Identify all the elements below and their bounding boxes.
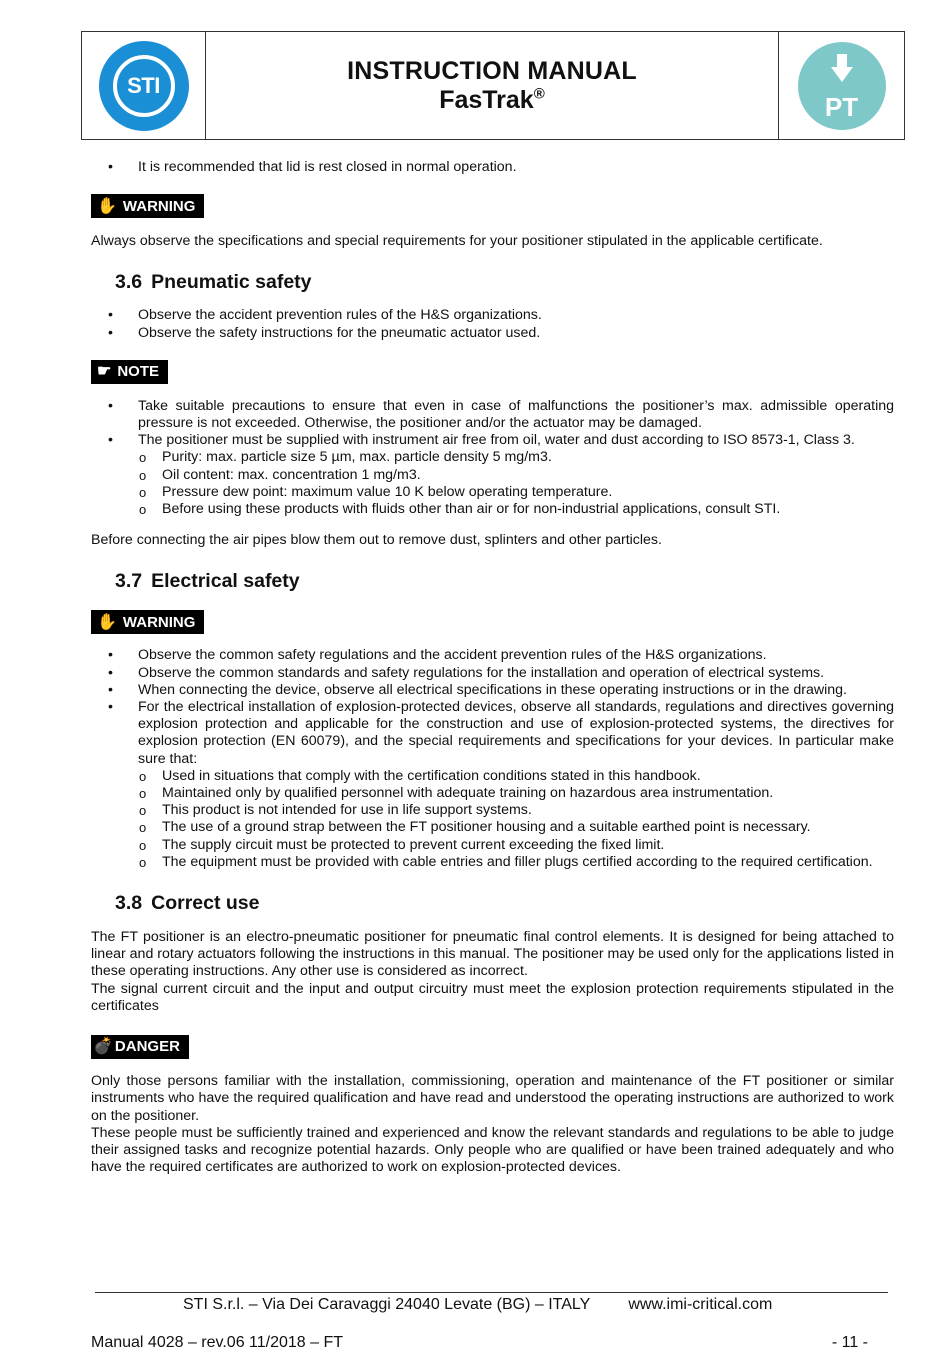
page-header — [81, 31, 905, 140]
logo-cell — [82, 32, 206, 139]
correct-use-paragraph-2: The signal current circuit and the input and output circuitry must meet the explosion protection requirements stipulated in the certificates — [91, 980, 894, 1014]
website-link[interactable]: www.imi-critical.com — [628, 1296, 773, 1313]
explosion-sublist-wrap — [138, 768, 894, 871]
list-item: • Observe the common safety regulations and the accident prevention rules of the H&S organizations. — [91, 647, 894, 664]
sub-list-item: o The supply circuit must be protected to prevent current exceeding the fixed limit. — [138, 837, 894, 854]
language-badge — [798, 42, 886, 130]
manual-reference: Manual 4028 – rev.06 11/2018 – FT — [91, 1334, 344, 1351]
bomb-icon: 💣 — [93, 1038, 113, 1056]
company-address: STI S.r.l. – Via Dei Caravaggi 24040 Levate (BG) – ITALY — [183, 1296, 591, 1313]
footer-address-line — [183, 1295, 772, 1314]
section-heading-3-8 — [91, 891, 894, 915]
section-number: 3.7 — [115, 570, 143, 593]
sub-list-item: o Used in situations that comply with the certification conditions stated in this handbook. — [138, 768, 894, 785]
product-name-text: FasTrak — [439, 85, 534, 114]
list-item: • It is recommended that lid is rest closed in normal operation. — [91, 159, 894, 176]
danger-label-text: DANGER — [114, 1038, 180, 1056]
air-quality-sublist-wrap — [138, 449, 894, 518]
danger-label — [91, 1035, 189, 1059]
list-item: • When connecting the device, observe all electrical specifications in these operating instructions or in the drawing. — [91, 682, 894, 699]
title-cell — [206, 32, 779, 139]
section-heading-3-6 — [91, 270, 894, 294]
section-title: Correct use — [151, 892, 260, 915]
note-label — [91, 360, 168, 384]
sti-logo-text: STI — [113, 55, 175, 117]
list-item: • Observe the common standards and safety regulations for the installation and operation of electrical systems. — [91, 665, 894, 682]
electrical-rules-list — [91, 647, 894, 767]
sub-list-item: o Maintained only by qualified personnel with adequate training on hazardous area instrumentation. — [138, 785, 894, 802]
document-title: INSTRUCTION MANUAL — [347, 56, 637, 85]
warning-label-text: WARNING — [122, 613, 196, 631]
page-content — [91, 159, 894, 1176]
explosion-sublist — [138, 768, 894, 871]
section-title: Electrical safety — [151, 570, 300, 593]
warning-block-2 — [91, 610, 894, 634]
sub-list-item: o Before using these products with fluids other than air or for non-industrial applications, consult STI. — [138, 501, 894, 518]
list-item: • For the electrical installation of explosion-protected devices, observe all standards, regulations and directives governing explosion protection and applicable for the construction and use of explosion-protected systems, the directives for explosion protection (EN 60079), and the special requirements and specifications for your devices. In particular make sure that: — [91, 699, 894, 768]
warning-text: Always observe the specifications and special requirements for your positioner stipulated in the applicable certificate. — [91, 233, 823, 250]
note-block — [91, 360, 894, 384]
air-quality-sublist — [138, 449, 894, 518]
warning-label — [91, 610, 204, 634]
language-cell — [779, 32, 904, 139]
note-list — [91, 398, 894, 450]
footer-meta-line — [91, 1333, 868, 1352]
list-item: • Observe the safety instructions for the pneumatic actuator used. — [91, 325, 894, 342]
pneumatic-rules-list — [91, 307, 894, 341]
section-heading-3-7 — [91, 569, 894, 593]
footer-divider — [95, 1292, 888, 1293]
sti-logo — [99, 41, 189, 131]
hand-stop-icon: ✋ — [97, 613, 117, 631]
section-number: 3.6 — [115, 271, 143, 294]
registered-mark: ® — [533, 85, 545, 103]
intro-list — [91, 159, 894, 176]
air-pipes-text: Before connecting the air pipes blow them out to remove dust, splinters and other particles. — [91, 532, 662, 549]
danger-paragraph-2: These people must be sufficiently trained and experienced and know the relevant standards and regulations to be able to judge their assigned tasks and recognize potential hazards. Only people who are qualified or have been trained adequately and who have the required certificates are authorized to work on explosion-protected devices. — [91, 1124, 894, 1176]
sub-list-item: o Oil content: max. concentration 1 mg/m3. — [138, 467, 894, 484]
danger-paragraph: Only those persons familiar with the installation, commissioning, operation and maintenance of the FT positioner or similar instruments who have the required qualification and have read and understood the operating instructions are authorized to work on the positioner. — [91, 1073, 894, 1124]
sub-list-item: o The use of a ground strap between the FT positioner housing and a suitable earthed point is necessary. — [138, 819, 894, 836]
page-number: - 11 - — [831, 1334, 868, 1351]
list-item: • Observe the accident prevention rules of the H&S organizations. — [91, 307, 894, 324]
warning-label-text: WARNING — [122, 197, 196, 215]
product-name — [439, 86, 545, 115]
list-item: • Take suitable precautions to ensure that even in case of malfunctions the positioner’s max. admissible operating pressure is not exceeded. Otherwise, the positioner and/or the actuator may be damaged. — [91, 398, 894, 432]
down-arrow-icon — [831, 54, 853, 84]
language-code: PT — [824, 92, 859, 123]
warning-label — [91, 194, 204, 218]
list-item: • The positioner must be supplied with instrument air free from oil, water and dust according to ISO 8573-1, Class 3. — [91, 432, 894, 449]
sub-list-item: o Purity: max. particle size 5 µm, max. particle density 5 mg/m3. — [138, 449, 894, 466]
sub-list-item: o Pressure dew point: maximum value 10 K below operating temperature. — [138, 484, 894, 501]
section-title: Pneumatic safety — [151, 271, 312, 294]
note-label-text: NOTE — [117, 363, 160, 381]
warning-block — [91, 194, 894, 218]
correct-use-paragraph: The FT positioner is an electro-pneumatic positioner for pneumatic final control elements. It is designed for being attached to linear and rotary actuators following the instructions in this manual. The positioner may be used only for the applications listed in these operating instructions. Any other use is considered as incorrect. — [91, 929, 894, 980]
hand-stop-icon: ✋ — [97, 197, 117, 215]
danger-block — [91, 1035, 894, 1059]
sub-list-item: o This product is not intended for use in life support systems. — [138, 802, 894, 819]
section-number: 3.8 — [115, 892, 143, 915]
pointing-hand-icon: ☛ — [97, 363, 112, 381]
sub-list-item: o The equipment must be provided with cable entries and filler plugs certified according to the required certification. — [138, 854, 894, 871]
